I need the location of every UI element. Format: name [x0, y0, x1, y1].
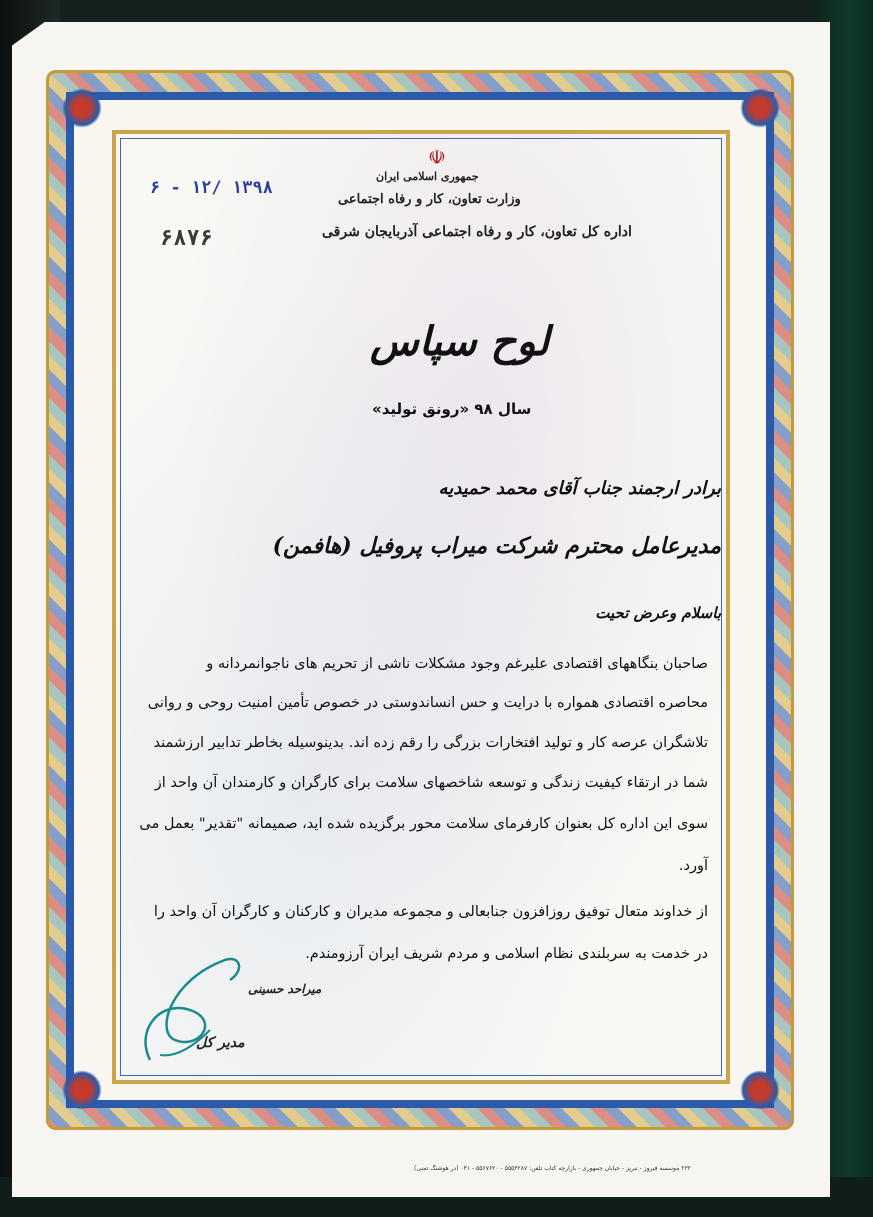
recipient-position: مدیرعامل محترم شرکت میراب پروفیل (هافمن): [272, 533, 721, 559]
printer-footer: ۲۳۲ موسسه فیروز - تبریز - خیابان جمهوری - بازارچه کتاب تلفن: ۵۵۵۳۲۸۷ - ۵۵۶۷۶۲۰ - ۰۴۱ (در هوشنگ تمنی): [414, 1165, 691, 1172]
body-line: محاصره اقتصادی همواره با درایت و حس انساندوستی در خصوص تأمین امنیت روحی و روانی: [147, 695, 708, 711]
body-line: تلاشگران عرصه کار و تولید افتخارات بزرگی را رقم زده اند. بدینوسیله بخاطر تدابیر ارزشمند: [153, 735, 708, 751]
body-line: از خداوند متعال توفیق روزافزون جنابعالی و مجموعه مدیران و کارکنان و کارگران آن واحد را: [153, 904, 708, 920]
corner-ornament: [740, 1070, 780, 1110]
body-line: شما در ارتقاء کیفیت زندگی و توسعه شاخصهای سلامت برای کارگران و کارمندان آن واحد از: [154, 775, 708, 791]
greeting: باسلام وعرض تحیت: [595, 604, 721, 622]
iran-emblem-icon: ☫: [428, 145, 446, 169]
body-line: سوی این اداره کل بعنوان کارفرمای سلامت محور برگزیده شده اید، صمیمانه "تقدیر" بعمل می: [139, 816, 708, 832]
signatory-title: مدیر کل: [196, 1035, 245, 1051]
corner-ornament: [62, 88, 102, 128]
header-ministry: وزارت تعاون، کار و رفاه اجتماعی: [338, 192, 521, 207]
body-line: صاحبان بنگاههای اقتصادی علیرغم وجود مشکلات ناشی از تحریم های ناجوانمردانه و: [206, 656, 708, 672]
certificate-title: لوح سپاس: [370, 318, 550, 365]
certificate-subtitle: سال ۹۸ «رونق تولید»: [372, 400, 532, 418]
corner-ornament: [740, 88, 780, 128]
stamp-date: ۶ - ۱۲/ ۱۳۹۸: [150, 178, 273, 198]
corner-ornament: [62, 1070, 102, 1110]
header-country: جمهوری اسلامی ایران: [376, 170, 479, 183]
header-office: اداره کل تعاون، کار و رفاه اجتماعی آذربایجان شرقی: [322, 224, 632, 240]
body-line: در خدمت به سربلندی نظام اسلامی و مردم شریف ایران آرزومندم.: [305, 946, 708, 962]
stamp-number: ۶۸۷۶: [160, 226, 213, 251]
body-line: آورد.: [678, 858, 708, 874]
signatory-name: میراحد حسینی: [248, 982, 322, 996]
recipient-name: برادر ارجمند جناب آقای محمد حمیدیه: [438, 478, 721, 499]
